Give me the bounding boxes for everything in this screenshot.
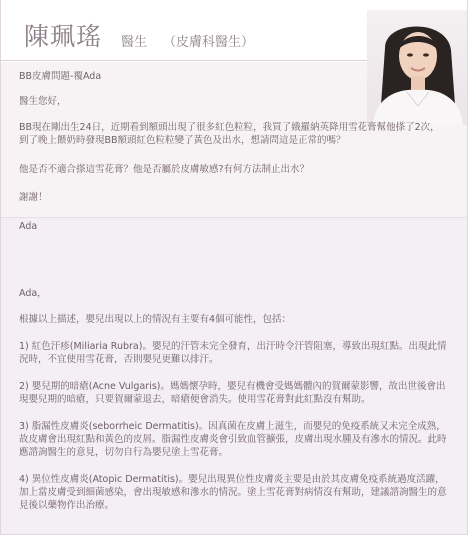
- question-body: BB現在剛出生24日，近期看到額頭出現了很多紅色粒粒，我買了娥羅納英降用雪花膏幫他搽了2次，到了晚上餵奶時發現BB額頭紅色粒粒變了黃色及出水，想請問這是正常的嗎？: [19, 122, 440, 146]
- question-thanks: 謝謝！: [19, 192, 48, 203]
- doctor-photo: [367, 10, 467, 125]
- reply-intro: 根據以上描述，嬰兒出現以上的情況有主要有4個可能性，包括：: [19, 314, 292, 325]
- question-greeting: 醫生您好，: [19, 96, 67, 107]
- reply-point-3: 3) 脂漏性皮膚炎(seborrheic Dermatitis)。因真菌在皮膚上滋生，而嬰兒的免疫系統又未完全成熟，故皮膚會出現紅點和黃色的皮屑。脂漏性皮膚炎會引致血管擴張，皮膚出現水腫及有滲水的情況。此時應諮詢醫生的意見，切勿自行為嬰兒塗上雪花膏。: [19, 421, 447, 458]
- doctor-portrait-image: [367, 10, 467, 125]
- question-signature: Ada: [19, 221, 38, 232]
- doctor-name: 陳珮瑤: [24, 22, 103, 51]
- reply-greeting: Ada，: [19, 288, 47, 299]
- reply-point-1: 1) 紅色汗疹(Miliaria Rubra)。嬰兒的汗管未完全發育，出汗時令汗管阻塞，導致出現紅點。出現此情況時，不宜使用雪花膏，否則嬰兒更難以排汗。: [19, 341, 447, 365]
- doctor-specialty: （皮膚科醫生）: [163, 35, 255, 50]
- question-text: 他是否不適合搽這雪花膏？他是否屬於皮膚敏感?有何方法制止出水？: [19, 164, 310, 175]
- reply-point-2: 2) 嬰兒期的暗瘡(Acne Vulgaris)。媽媽懷孕時，嬰兒有機會受媽媽體內的賀爾蒙影響，故出世後會出現嬰兒期的暗瘡，只要賀爾蒙退去，暗瘡便會消失。使用雪花膏對此紅點沒有幫助。: [19, 381, 446, 405]
- question-subject: BB皮膚問題-覆Ada: [19, 71, 102, 82]
- reply-point-4: 4) 異位性皮膚炎(Atopic Dermatitis)。嬰兒出現異位性皮膚炎主要是由於其皮膚免疫系統過度活躍，加上當皮膚受到細菌感染，會出現敏感和滲水的情況。塗上雪花膏對病情沒有幫助，建議諮詢醫生的意見後以藥物作出治療。: [19, 474, 447, 511]
- doctor-title: 醫生: [121, 35, 148, 50]
